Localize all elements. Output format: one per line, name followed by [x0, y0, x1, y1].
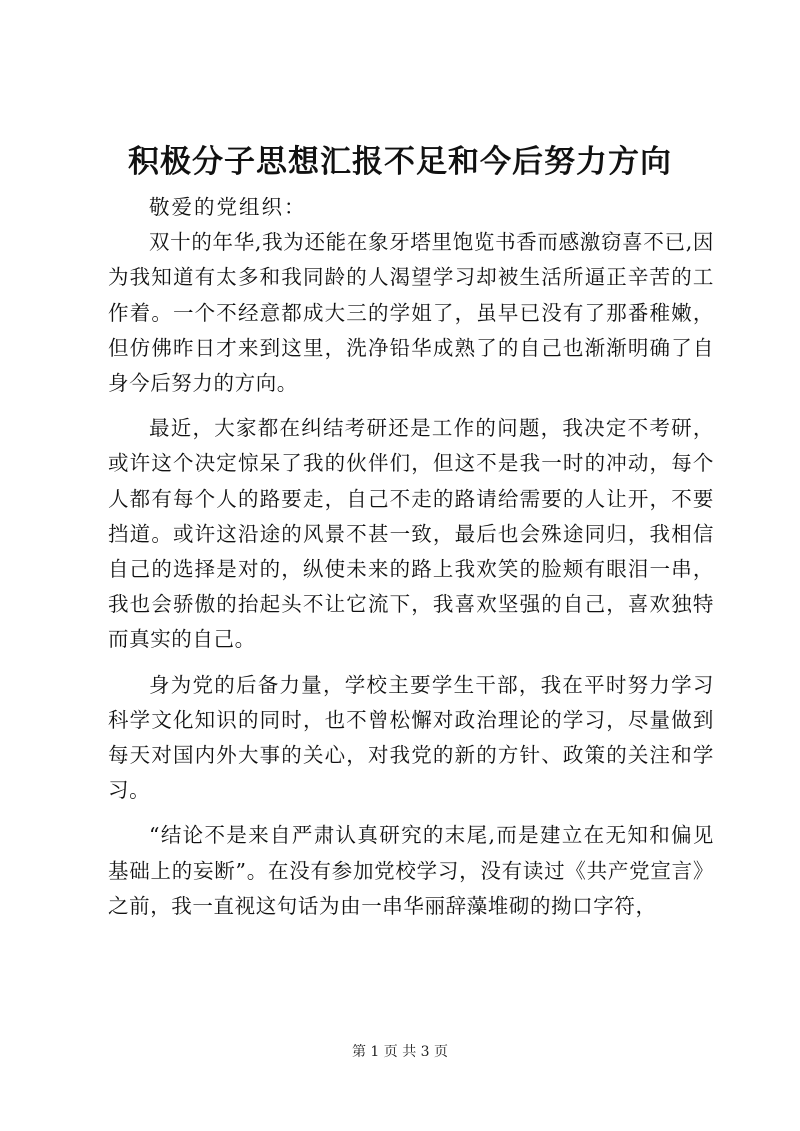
paragraph-2: 最近，大家都在纠结考研还是工作的问题，我决定不考研，或许这个决定惊呆了我的伙伴们，但这不是我一时的冲动，每个人都有每个人的路要走，自己不走的路请给需要的人让开，不要挡道。或许这沿途的风景不甚一致，最后也会殊途同归，我相信自己的选择是对的，纵使未来的路上我欢笑的脸颊有眼泪一串，我也会骄傲的抬起头不让它流下，我喜欢坚强的自己，喜欢独特而真实的自己。	[108, 416, 714, 652]
document-body	[108, 190, 714, 924]
page-footer: 第 1 页 共 3 页	[351, 1044, 449, 1060]
paragraph-3: 身为党的后备力量，学校主要学生干部，我在平时努力学习科学文化知识的同时，也不曾松懈对政治理论的学习，尽量做到每天对国内外大事的关心，对我党的新的方针、政策的关注和学习。	[108, 672, 714, 803]
document-title: 积极分子思想汇报不足和今后努力方向	[128, 144, 672, 180]
paragraph-1: 双十的年华,我为还能在象牙塔里饱览书香而感激窃喜不已,因为我知道有太多和我同龄的人渴望学习却被生活所逼正辛苦的工作着。一个不经意都成大三的学姐了，虽早已没有了那番稚嫩，但仿佛昨日才来到这里，洗净铅华成熟了的自己也渐渐明确了自身今后努力的方向。	[108, 230, 714, 396]
paragraph-4: “结论不是来自严肃认真研究的末尾,而是建立在无知和偏见基础上的妄断”。在没有参加党校学习，没有读过《共产党宣言》之前，我一直视这句话为由一串华丽辞藻堆砌的拗口字符，	[108, 823, 714, 918]
greeting-line: 敬爱的党组织：	[149, 195, 307, 219]
